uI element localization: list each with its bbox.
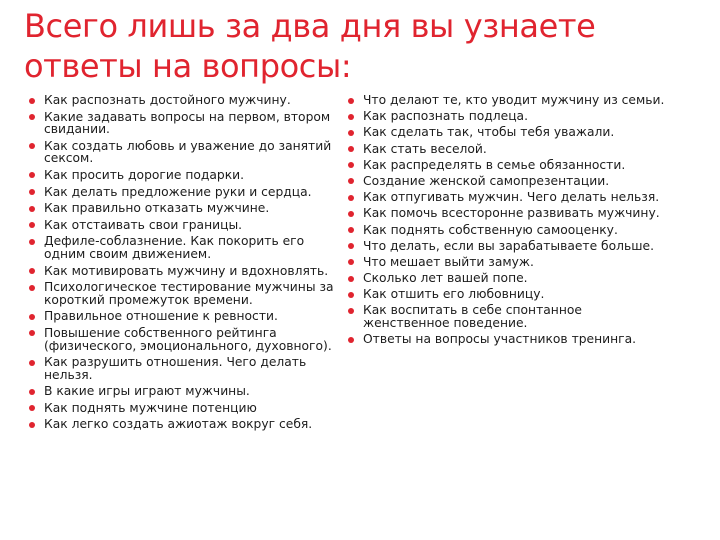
slide-title: Всего лишь за два дня вы узнаете ответы на вопросы: [24,7,596,85]
bullet-icon [348,276,354,282]
list-item-text: Что делать, если вы зарабатываете больше. [363,238,655,253]
list-item [347,191,671,204]
list-item [28,140,334,165]
list-item [28,265,334,278]
list-item-text: Создание женской самопрезентации. [363,173,610,188]
list-item-text: Как отпугивать мужчин. Чего делать нельзя. [363,190,660,205]
bullet-icon [29,389,35,395]
bullet-icon [348,162,354,168]
list-item-text: Как мотивировать мужчину и вдохновлять. [44,263,329,278]
list-item [347,240,671,253]
list-item-text: Как правильно отказать мужчине. [44,201,270,216]
list-item-text: Как отстаивать свои границы. [44,217,243,232]
list-item [347,333,671,346]
list-item [28,385,334,398]
bullet-icon [29,98,35,104]
list-item [28,402,334,415]
list-item-text: Как поднять собственную самооценку. [363,222,618,237]
bullet-icon [29,114,35,120]
list-item [347,143,671,156]
list-item-text: Сколько лет вашей попе. [363,271,528,286]
list-item-text: Как разрушить отношения. Чего делать нельзя. [44,355,307,382]
bullet-icon [348,146,354,152]
bullet-icon [348,243,354,249]
bullet-icon [348,227,354,233]
list-item [347,110,671,123]
list-item [28,94,334,107]
bullet-icon [348,211,354,217]
list-item-text: Как легко создать ажиотаж вокруг себя. [44,417,313,432]
bullet-icon [29,143,35,149]
list-item [347,207,671,220]
list-item [347,288,671,301]
bullet-icon [348,114,354,120]
list-item [28,202,334,215]
bullet-icon [348,195,354,201]
bullet-icon [29,285,35,291]
bullet-icon [29,360,35,366]
list-item [28,310,334,323]
list-item [28,169,334,182]
list-item [28,356,334,381]
list-item-text: Какие задавать вопросы на первом, втором свидании. [44,109,331,137]
list-item [28,418,334,431]
list-item [28,281,334,306]
list-item-text: Повышение собственного рейтинга (физического, эмоционального, духовного). [44,325,332,353]
list-item-text: Как просить дорогие подарки. [44,167,245,182]
list-item [347,126,671,139]
bullet-icon [29,222,35,228]
bullet-icon [348,98,354,104]
bullet-icon [348,292,354,298]
list-item-text: Как распознать достойного мужчину. [44,93,291,107]
right-bullet-list [347,94,671,349]
list-item [28,111,334,136]
list-item [347,304,671,329]
bullet-icon [29,239,35,245]
list-item-text: Ответы на вопросы участников тренинга. [363,332,637,347]
list-item [347,159,671,172]
list-item-text: Психологическое тестирование мужчины за короткий промежуток времени. [44,280,334,307]
bullet-icon [29,405,35,411]
list-item-text: В какие игры играют мужчины. [44,384,250,399]
left-bullet-list [28,94,334,435]
list-item-text: Как стать веселой. [363,141,487,156]
list-item [347,94,671,107]
list-item [28,219,334,232]
list-item-text: Как поднять мужчине потенцию [44,400,257,415]
list-item-text: Как воспитать в себе спонтанное женственное поведение. [363,303,582,331]
list-item-text: Как сделать так, чтобы тебя уважали. [363,125,615,140]
bullet-icon [348,308,354,314]
list-item [347,175,671,188]
bullet-icon [348,337,354,343]
list-item [28,186,334,199]
list-item-text: Как распределять в семье обязанности. [363,157,626,172]
list-item [347,272,671,285]
list-item [28,327,334,352]
bullet-icon [348,130,354,136]
bullet-icon [29,189,35,195]
bullet-icon [29,268,35,274]
list-item-text: Дефиле-соблазнение. Как покорить его одним своим движением. [44,234,305,261]
bullet-icon [29,314,35,320]
list-item-text: Как создать любовь и уважение до занятий сексом. [44,138,332,166]
bullet-icon [348,259,354,265]
list-item-text: Как отшить его любовницу. [363,287,545,302]
bullet-icon [29,172,35,178]
bullet-icon [29,330,35,336]
bullet-icon [29,422,35,428]
list-item-text: Как делать предложение руки и сердца. [44,184,312,199]
list-item [347,256,671,269]
bullet-icon [348,178,354,184]
list-item-text: Что делают те, кто уводит мужчину из семьи. [363,93,665,107]
bullet-icon [29,206,35,212]
list-item-text: Как помочь всесторонне развивать мужчину. [363,206,660,221]
list-item [28,235,334,260]
list-item-text: Как распознать подлеца. [363,109,529,124]
list-item-text: Правильное отношение к ревности. [44,309,278,324]
list-item [347,224,671,237]
list-item-text: Что мешает выйти замуж. [363,254,534,269]
